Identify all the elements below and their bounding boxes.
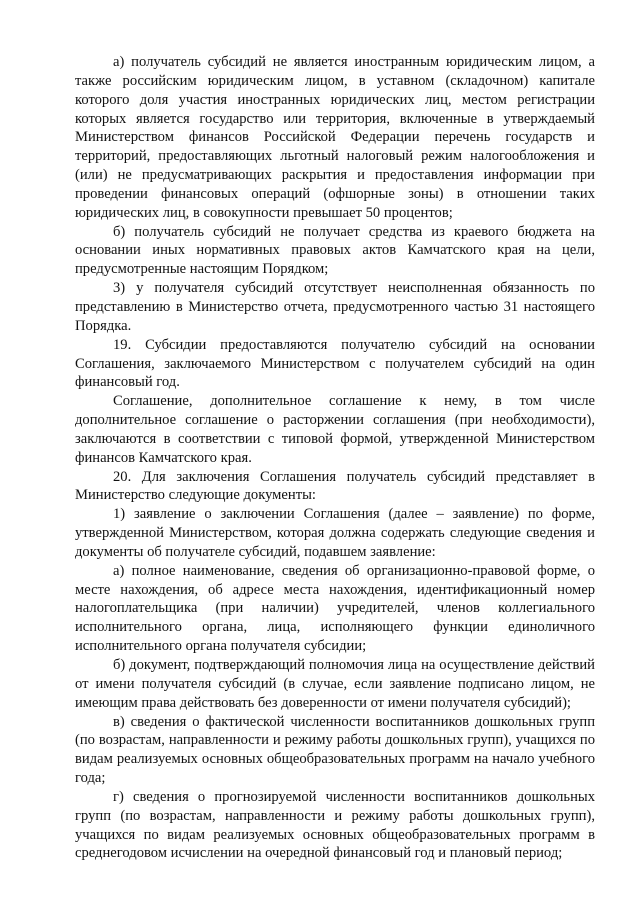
paragraph-1a: а) получатель субсидий не является иностранным юридическим лицом, а также российским юридическим лицом, в уставном (складочном) капитале которого доля участия иностранных юридических лиц, местом регистрации которых является государство или территория, включенные в утверждаемый Министерством финансов Российской Федерации перечень государств и территорий, предоставляющих льготный налоговый режим налогообложения и (или) не предусматривающих раскрытия и предоставления информации при проведении финансовых операций (офшорные зоны) в отношении таких юридических лиц, в совокупности превышает 50 процентов;	[75, 54, 595, 221]
paragraph-1b: б) получатель субсидий не получает средства из краевого бюджета на основании иных нормативных правовых актов Камчатского края на цели, предусмотренные настоящим Порядком;	[75, 223, 595, 278]
paragraph-20-1b: б) документ, подтверждающий полномочия лица на осуществление действий от имени получателя субсидий (в случае, если заявление подписано лицом, не имеющим права действовать без доверенности от имени получателя субсидий);	[75, 657, 595, 711]
paragraph-3: 3) у получателя субсидий отсутствует неисполненная обязанность по представлению в Министерство отчета, предусмотренного частью 31 настоящего Порядка.	[75, 280, 595, 334]
paragraph-20-1g: г) сведения о прогнозируемой численности воспитанников дошкольных групп (по возрастам, направленности и режиму работы дошкольных групп), учащихся по видам реализуемых основных общеобразовательных программ в среднегодовом исчислении на очередной финансовый год и плановый период;	[75, 788, 595, 862]
paragraph-20-1a: а) полное наименование, сведения об организационно-правовой форме, о месте нахождения, об адресе места нахождения, идентификационный номер налогоплательщика (при наличии) учредителей, членов коллегиального исполнительного органа, лица, исполняющего функции единоличного исполнительного органа получателя субсидии;	[75, 562, 595, 655]
paragraph-20-1: 1) заявление о заключении Соглашения (далее – заявление) по форме, утвержденной Министерством, которая должна содержать следующие сведения и документы об получателе субсидий, подавшем заявление:	[75, 506, 595, 560]
paragraph-20-1v: в) сведения о фактической численности воспитанников дошкольных групп (по возрастам, направленности и режиму работы дошкольных групп), учащихся по видам реализуемых основных общеобразовательных программ на начало учебного года;	[75, 713, 595, 787]
paragraph-20: 20. Для заключения Соглашения получатель субсидий представляет в Министерство следующие документы:	[75, 468, 595, 504]
paragraph-19: 19. Субсидии предоставляются получателю субсидий на основании Соглашения, заключаемого Министерством с получателем субсидий на один финансовый год.	[75, 336, 595, 391]
paragraph-19-agreement: Соглашение, дополнительное соглашение к нему, в том числе дополнительное соглашение о расторжении соглашения (при необходимости), заключаются в соответствии с типовой формой, утвержденной Министерством финансов Камчатского края.	[75, 393, 595, 466]
document-page	[75, 53, 595, 863]
